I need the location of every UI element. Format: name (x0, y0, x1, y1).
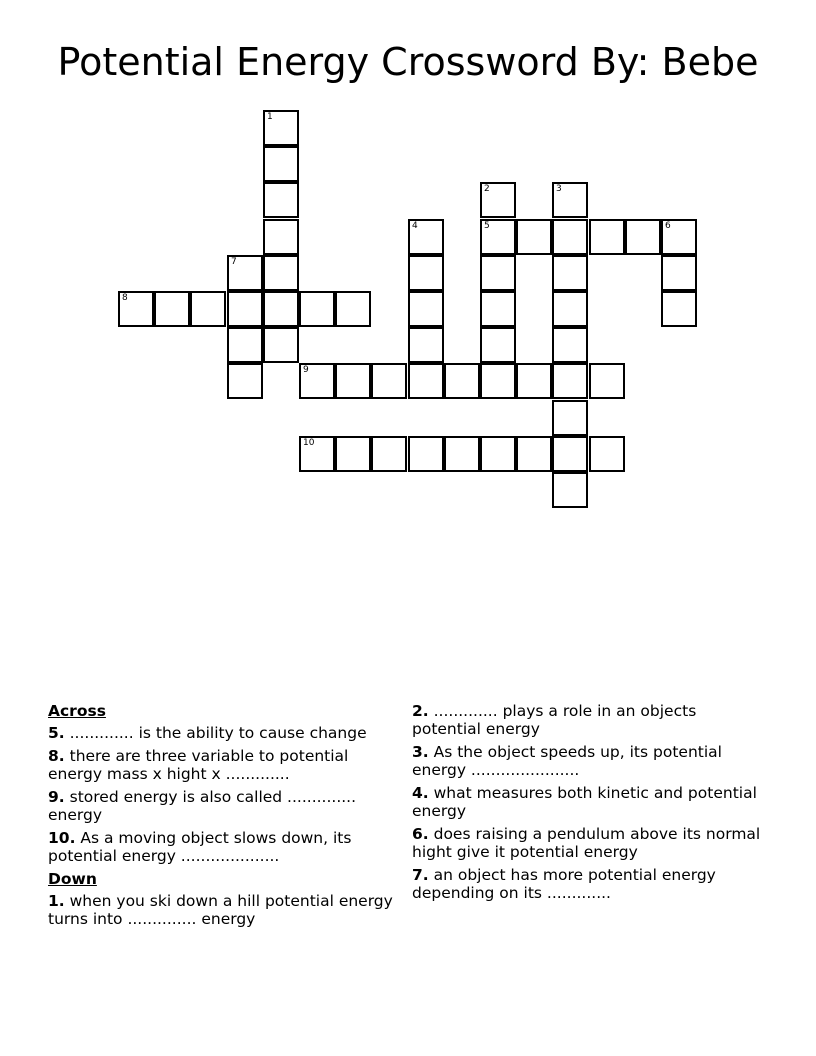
grid-cell[interactable] (480, 291, 516, 327)
clues-left-column (48, 702, 393, 933)
clue-text: stored energy is also called .............. energy (48, 788, 357, 824)
grid-cell[interactable] (516, 363, 552, 399)
clue-number: 3. (412, 743, 429, 761)
grid-cell[interactable] (444, 436, 480, 472)
grid-cell[interactable] (589, 363, 625, 399)
clue-number: 7. (412, 866, 429, 884)
clue-text: what measures both kinetic and potential energy (412, 784, 757, 820)
clue-number: 9. (48, 788, 65, 806)
clue-text: ............. is the ability to cause change (64, 724, 367, 742)
page-title: Potential Energy Crossword By: Bebe (57, 40, 759, 84)
clue-text: As the object speeds up, its potential energy ...................... (412, 743, 722, 779)
grid-cell[interactable] (444, 363, 480, 399)
clue-number: 4. (412, 784, 429, 802)
grid-cell[interactable] (263, 255, 299, 291)
grid-cell[interactable] (227, 291, 263, 327)
grid-cell[interactable] (480, 327, 516, 363)
grid-cell[interactable] (552, 363, 588, 399)
grid-cell[interactable] (480, 255, 516, 291)
clue-number-label: 7 (231, 257, 237, 267)
grid-cell[interactable] (263, 219, 299, 255)
across-clue-9 (48, 788, 393, 824)
grid-cell[interactable] (299, 291, 335, 327)
grid-cell[interactable] (625, 219, 661, 255)
down-clue-2 (412, 702, 762, 738)
clue-number-label: 6 (665, 221, 671, 231)
clue-number-label: 2 (484, 184, 490, 194)
grid-cell[interactable] (408, 363, 444, 399)
clue-text: there are three variable to potential energy mass x hight x ............. (48, 747, 349, 783)
grid-cell[interactable] (661, 255, 697, 291)
grid-cell[interactable] (263, 291, 299, 327)
grid-cell[interactable] (480, 219, 516, 255)
clue-number-label: 1 (267, 112, 273, 122)
grid-cell[interactable] (371, 436, 407, 472)
across-heading: Across (48, 702, 106, 720)
grid-cell[interactable] (299, 363, 335, 399)
grid-cell[interactable] (552, 219, 588, 255)
grid-cell[interactable] (190, 291, 226, 327)
clue-text: As a moving object slows down, its potential energy .................... (48, 829, 352, 865)
clue-text: does raising a pendulum above its normal hight give it potential energy (412, 825, 761, 861)
grid-cell[interactable] (661, 291, 697, 327)
clue-text: an object has more potential energy depending on its ............. (412, 866, 716, 902)
clue-number: 5. (48, 724, 65, 742)
clue-number: 10. (48, 829, 76, 847)
grid-cell[interactable] (299, 436, 335, 472)
grid-cell[interactable] (263, 146, 299, 182)
clue-number-label: 3 (556, 184, 562, 194)
grid-cell[interactable] (552, 182, 588, 218)
grid-cell[interactable] (552, 400, 588, 436)
grid-cell[interactable] (263, 110, 299, 146)
grid-cell[interactable] (408, 255, 444, 291)
clue-number-label: 5 (484, 221, 490, 231)
grid-cell[interactable] (552, 255, 588, 291)
across-clue-10 (48, 829, 393, 865)
clue-number-label: 8 (122, 293, 128, 303)
grid-cell[interactable] (371, 363, 407, 399)
grid-cell[interactable] (335, 436, 371, 472)
grid-cell[interactable] (335, 363, 371, 399)
grid-cell[interactable] (408, 436, 444, 472)
grid-cell[interactable] (480, 436, 516, 472)
grid-cell[interactable] (516, 436, 552, 472)
grid-cell[interactable] (552, 291, 588, 327)
clue-number: 2. (412, 702, 429, 720)
grid-cell[interactable] (335, 291, 371, 327)
clue-number: 6. (412, 825, 429, 843)
down-clue-3 (412, 743, 762, 779)
grid-cell[interactable] (227, 327, 263, 363)
clues-right-column (412, 702, 762, 907)
grid-cell[interactable] (516, 219, 552, 255)
grid-cell[interactable] (227, 255, 263, 291)
grid-cell[interactable] (154, 291, 190, 327)
grid-cell[interactable] (408, 219, 444, 255)
down-clue-7 (412, 866, 762, 902)
grid-cell[interactable] (263, 182, 299, 218)
down-clue-1 (48, 892, 393, 928)
grid-cell[interactable] (480, 363, 516, 399)
grid-cell[interactable] (552, 436, 588, 472)
clue-number: 1. (48, 892, 65, 910)
grid-cell[interactable] (589, 219, 625, 255)
grid-cell[interactable] (480, 182, 516, 218)
grid-cell[interactable] (227, 363, 263, 399)
clue-number-label: 9 (303, 365, 309, 375)
clue-text: when you ski down a hill potential energy turns into .............. energy (48, 892, 393, 928)
clue-number-label: 4 (412, 221, 418, 231)
grid-cell[interactable] (552, 472, 588, 508)
across-clue-8 (48, 747, 393, 783)
down-clue-4 (412, 784, 762, 820)
clue-number: 8. (48, 747, 65, 765)
across-clue-5 (48, 724, 393, 742)
grid-cell[interactable] (408, 327, 444, 363)
grid-cell[interactable] (263, 327, 299, 363)
grid-cell[interactable] (118, 291, 154, 327)
grid-cell[interactable] (408, 291, 444, 327)
down-heading: Down (48, 870, 97, 888)
down-clue-6 (412, 825, 762, 861)
grid-cell[interactable] (552, 327, 588, 363)
clue-number-label: 10 (303, 438, 315, 448)
grid-cell[interactable] (661, 219, 697, 255)
clue-text: ............. plays a role in an objects potential energy (412, 702, 697, 738)
grid-cell[interactable] (589, 436, 625, 472)
